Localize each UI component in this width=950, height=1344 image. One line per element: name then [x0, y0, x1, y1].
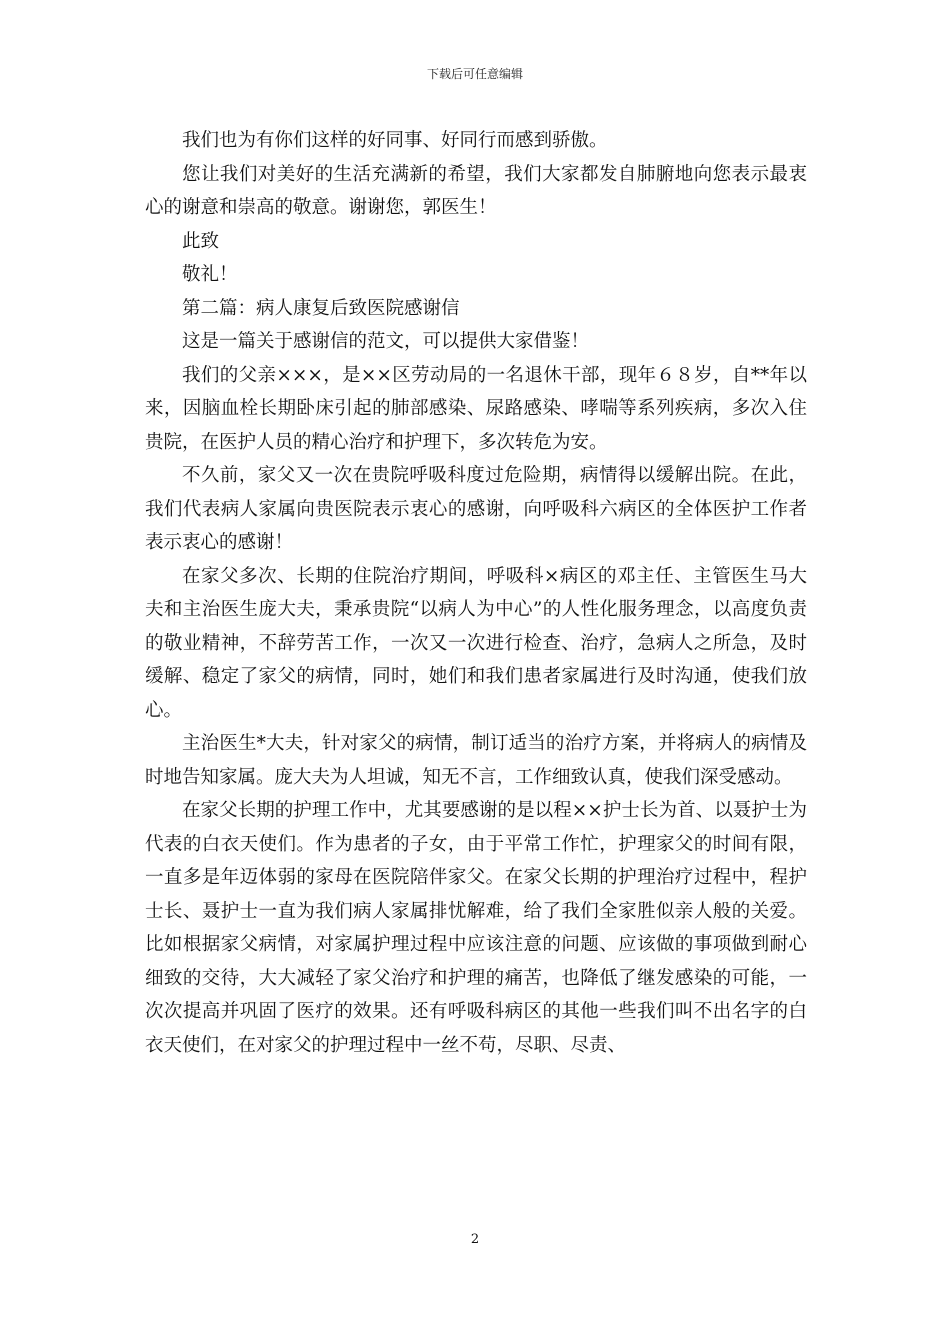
- paragraph: 我们的父亲×××，是××区劳动局的一名退休干部，现年６８岁，自**年以来，因脑血栓长期卧床引起的肺部感染、尿路感染、哮喘等系列疾病，多次入住贵院，在医护人员的精心治疗和护理下，多次转危为安。: [145, 364, 807, 453]
- paragraph: 这是一篇关于感谢信的范文，可以提供大家借鉴！: [182, 331, 590, 352]
- paragraph: 在家父长期的护理工作中，尤其要感谢的是以程××护士长为首、以聂护士为代表的白衣天使们。作为患者的子女，由于平常工作忙，护理家父的时间有限，一直多是年迈体弱的家母在医院陪伴家父。在家父长期的护理治疗过程中，程护士长、聂护士一直为我们病人家属排忧解难，给了我们全家胜似亲人般的关爱。比如根据家父病情，对家属护理过程中应该注意的问题、应该做的事项做到耐心细致的交待，大大减轻了家父治疗和护理的痛苦，也降低了继发感染的可能，一次次提高并巩固了医疗的效果。还有呼吸科病区的其他一些我们叫不出名字的白衣天使们，在对家父的护理过程中一丝不苟，尽职、尽责、: [145, 800, 807, 1056]
- paragraph: 不久前，家父又一次在贵院呼吸科度过危险期，病情得以缓解出院。在此，我们代表病人家属向贵医院表示衷心的感谢，向呼吸科六病区的全体医护工作者表示衷心的感谢！: [145, 465, 807, 553]
- document-body: [145, 124, 807, 1062]
- section-title: 第二篇：病人康复后致医院感谢信: [182, 297, 460, 319]
- paragraph: 您让我们对美好的生活充满新的希望，我们大家都发自肺腑地向您表示最衷心的谢意和崇高的敬意。谢谢您，郭医生！: [145, 163, 807, 218]
- paragraph: 我们也为有你们这样的好同事、好同行而感到骄傲。: [182, 130, 608, 151]
- paragraph: 主治医生*大夫，针对家父的病情，制订适当的治疗方案，并将病人的病情及时地告知家属。庞大夫为人坦诚，知无不言，工作细致认真，使我们深受感动。: [145, 733, 807, 788]
- paragraph: 敬礼！: [182, 264, 238, 285]
- page-header: 下载后可任意编辑: [426, 67, 523, 81]
- paragraph: 此致: [182, 230, 220, 252]
- paragraph: 在家父多次、长期的住院治疗期间，呼吸科×病区的邓主任、主管医生马大夫和主治医生庞大夫，秉承贵院“以病人为中心”的人性化服务理念，以高度负责的敬业精神，不辞劳苦工作，一次又一次进行检查、治疗，急病人之所急，及时缓解、稳定了家父的病情，同时，她们和我们患者家属进行及时沟通，使我们放心。: [145, 565, 807, 721]
- page-number: 2: [470, 1232, 480, 1247]
